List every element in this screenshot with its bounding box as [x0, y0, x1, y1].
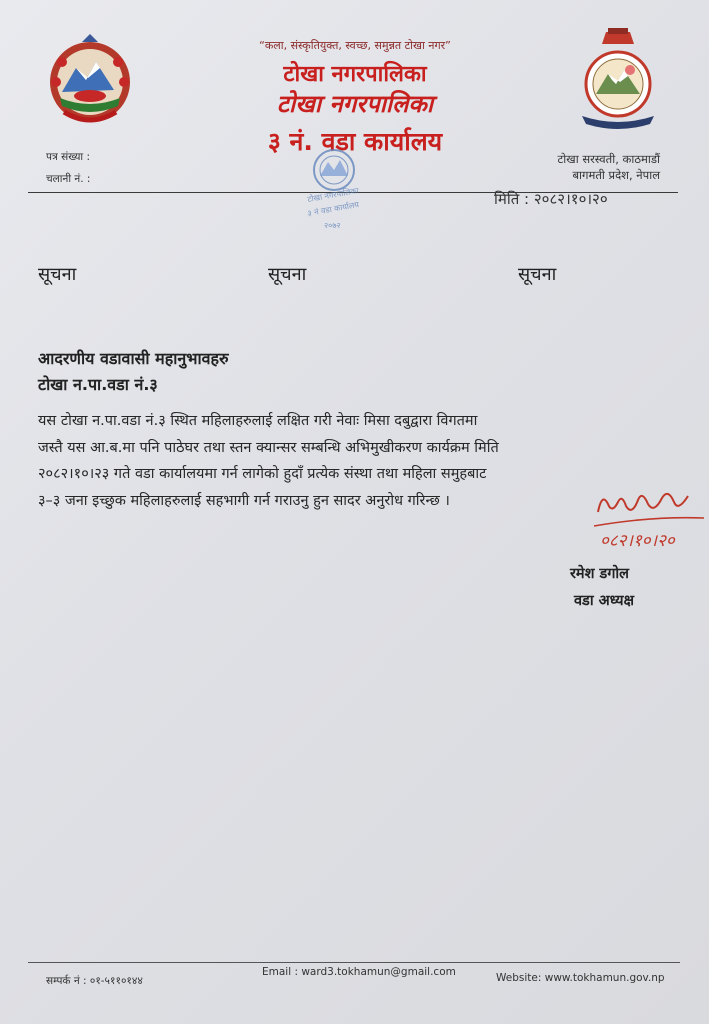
- address-line-1: टोखा सरस्वती, काठमाडौं: [557, 152, 660, 166]
- footer-divider: [28, 962, 680, 963]
- addressee: टोखा न.पा.वडा नं.३: [38, 375, 158, 394]
- stamp-text-line-2: ३ नं वडा कार्यालय: [306, 200, 360, 218]
- salutation: आदरणीय वडावासी महानुभावहरु: [38, 349, 229, 368]
- municipality-name-script: टोखा नगरपालिका: [276, 89, 434, 118]
- dispatch-number-label: चलानी नं. :: [46, 173, 91, 185]
- notice-heading-1: सूचना: [38, 264, 77, 285]
- signer-name: रमेश डगोल: [570, 566, 630, 582]
- notice-heading-2: सूचना: [268, 264, 307, 285]
- nepal-government-emblem-icon: [42, 32, 138, 128]
- letter-date: मिति : २०८२।१०।२०: [494, 190, 608, 208]
- stamp-text-line-1: टोखा नगरपालिका: [306, 186, 360, 204]
- footer-contact: सम्पर्क नं : ०१-५११०१४४: [46, 975, 143, 987]
- signer-title: वडा अध्यक्ष: [574, 593, 634, 609]
- ward-office-title: ३ नं. वडा कार्यालय: [267, 127, 443, 156]
- office-stamp: [298, 148, 394, 234]
- notice-heading-3: सूचना: [518, 264, 557, 285]
- body-line: २०८२।१०।२३ गते वडा कार्यालयमा गर्न लागेको हुदाँ प्रत्येक संस्था तथा महिला समुहबाट: [38, 466, 487, 482]
- address-line-2: बागमती प्रदेश, नेपाल: [572, 168, 660, 182]
- reference-number-label: पत्र संख्या :: [46, 151, 91, 163]
- handwritten-date: ०८२।१०।२०: [600, 531, 675, 551]
- tokha-municipality-logo-icon: [578, 28, 658, 132]
- motto: “कला, संस्कृतियुक्त, स्वच्छ, समुन्नत टोखा नगर”: [259, 39, 451, 52]
- footer-email: Email : ward3.tokhamun@gmail.com: [262, 966, 456, 978]
- handwritten-signature: [592, 482, 707, 554]
- municipality-name: टोखा नगरपालिका: [283, 62, 427, 87]
- body-line: ३–३ जना इच्छुक महिलाहरुलाई सहभागी गर्न गराउनु हुन सादर अनुरोध गरिन्छ ।: [38, 493, 450, 509]
- body-line: जस्तै यस आ.ब.मा पनि पाठेघर तथा स्तन क्यान्सर सम्बन्धि अभिमुखीकरण कार्यक्रम मिति: [38, 440, 499, 456]
- footer-website: Website: www.tokhamun.gov.np: [496, 972, 665, 984]
- stamp-text-line-3: २०७२: [324, 221, 341, 230]
- body-line: यस टोखा न.पा.वडा नं.३ स्थित महिलाहरुलाई लक्षित गरी नेवाः मिसा दबुद्वारा विगतमा: [38, 413, 478, 429]
